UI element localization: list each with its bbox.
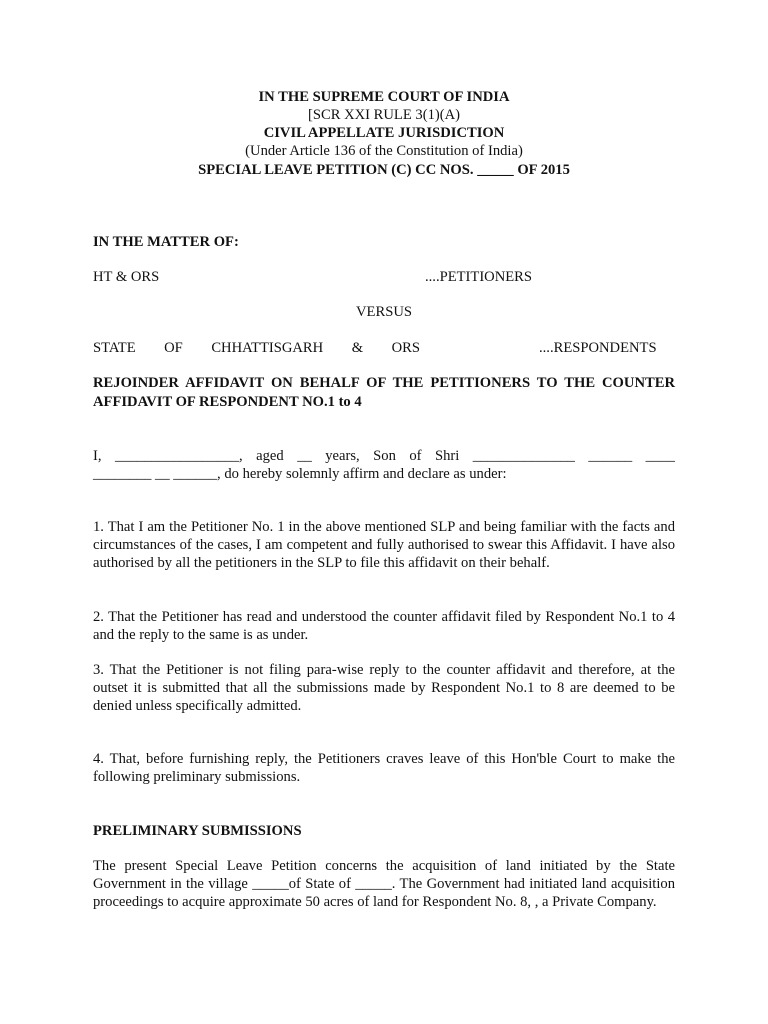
respondent-word: CHHATTISGARH	[211, 340, 324, 356]
article-reference: (Under Article 136 of the Constitution of India)	[245, 143, 523, 159]
declaration-word: _________________,	[114, 448, 243, 464]
petition-number: SPECIAL LEAVE PETITION (C) CC NOS. _____ OF 2015	[198, 162, 570, 178]
declaration-word: aged	[256, 448, 284, 464]
declaration-word: Son	[373, 448, 396, 464]
rule-reference: [SCR XXI RULE 3(1)(A)	[307, 107, 460, 123]
declaration-word: ____	[645, 448, 675, 464]
matter-label: IN THE MATTER OF:	[93, 234, 239, 250]
affidavit-title: REJOINDER AFFIDAVIT ON BEHALF OF THE PETITIONERS TO THE COUNTER AFFIDAVIT OF RESPONDENT NO.1 to 4	[93, 375, 675, 410]
versus-label: VERSUS	[356, 304, 412, 320]
respondent-word: STATE	[93, 340, 136, 356]
jurisdiction-title: CIVIL APPELLATE JURISDICTION	[263, 125, 505, 141]
paragraph-1: 1. That I am the Petitioner No. 1 in the above mentioned SLP and being familiar with the facts and circumstances of the cases, I am competent and fully authorised to swear this Affidavit. I have also authorised by all the petitioners in the SLP to file this affidavit on their behalf.	[93, 519, 675, 571]
declaration-word: years,	[325, 448, 360, 464]
declaration-word: ______	[588, 448, 633, 464]
declaration-word: ______________	[472, 448, 575, 464]
petitioners-name: HT & ORS	[93, 269, 160, 285]
petitioners-role: ....PETITIONERS	[425, 269, 533, 285]
declaration-line-2: ________ __ ______, do hereby solemnly affirm and declare as under:	[93, 466, 507, 482]
respondent-word: &	[351, 340, 364, 356]
court-title: IN THE SUPREME COURT OF INDIA	[258, 89, 510, 105]
respondent-word: OF	[164, 340, 183, 356]
paragraph-3: 3. That the Petitioner is not filing para-wise reply to the counter affidavit and therefore, at the outset it is submitted that all the submissions made by Respondent No.1 to 8 are deemed to be denied unless specifically admitted.	[93, 662, 675, 714]
declaration-word: of	[409, 448, 422, 464]
preliminary-text: The present Special Leave Petition concerns the acquisition of land initiated by the State Government in the village _____of State of _____. The Government had initiated land acquisition proceedings to acquire approximate 50 acres of land for Respondent No. 8, , a Private Company.	[93, 858, 675, 910]
declaration-word: I,	[93, 448, 102, 464]
declaration-line-1	[93, 447, 675, 465]
respondents-role: ....RESPONDENTS	[539, 340, 657, 356]
declaration-word: Shri	[435, 448, 460, 464]
declaration-word: __	[297, 448, 312, 464]
respondents-name	[93, 339, 420, 357]
paragraph-2: 2. That the Petitioner has read and understood the counter affidavit filed by Respondent No.1 to 4 and the reply to the same is as under.	[93, 609, 675, 643]
paragraph-4: 4. That, before furnishing reply, the Petitioners craves leave of this Hon'ble Court to make the following preliminary submissions.	[93, 751, 675, 785]
respondent-word: ORS	[391, 340, 420, 356]
preliminary-heading: PRELIMINARY SUBMISSIONS	[93, 823, 302, 839]
